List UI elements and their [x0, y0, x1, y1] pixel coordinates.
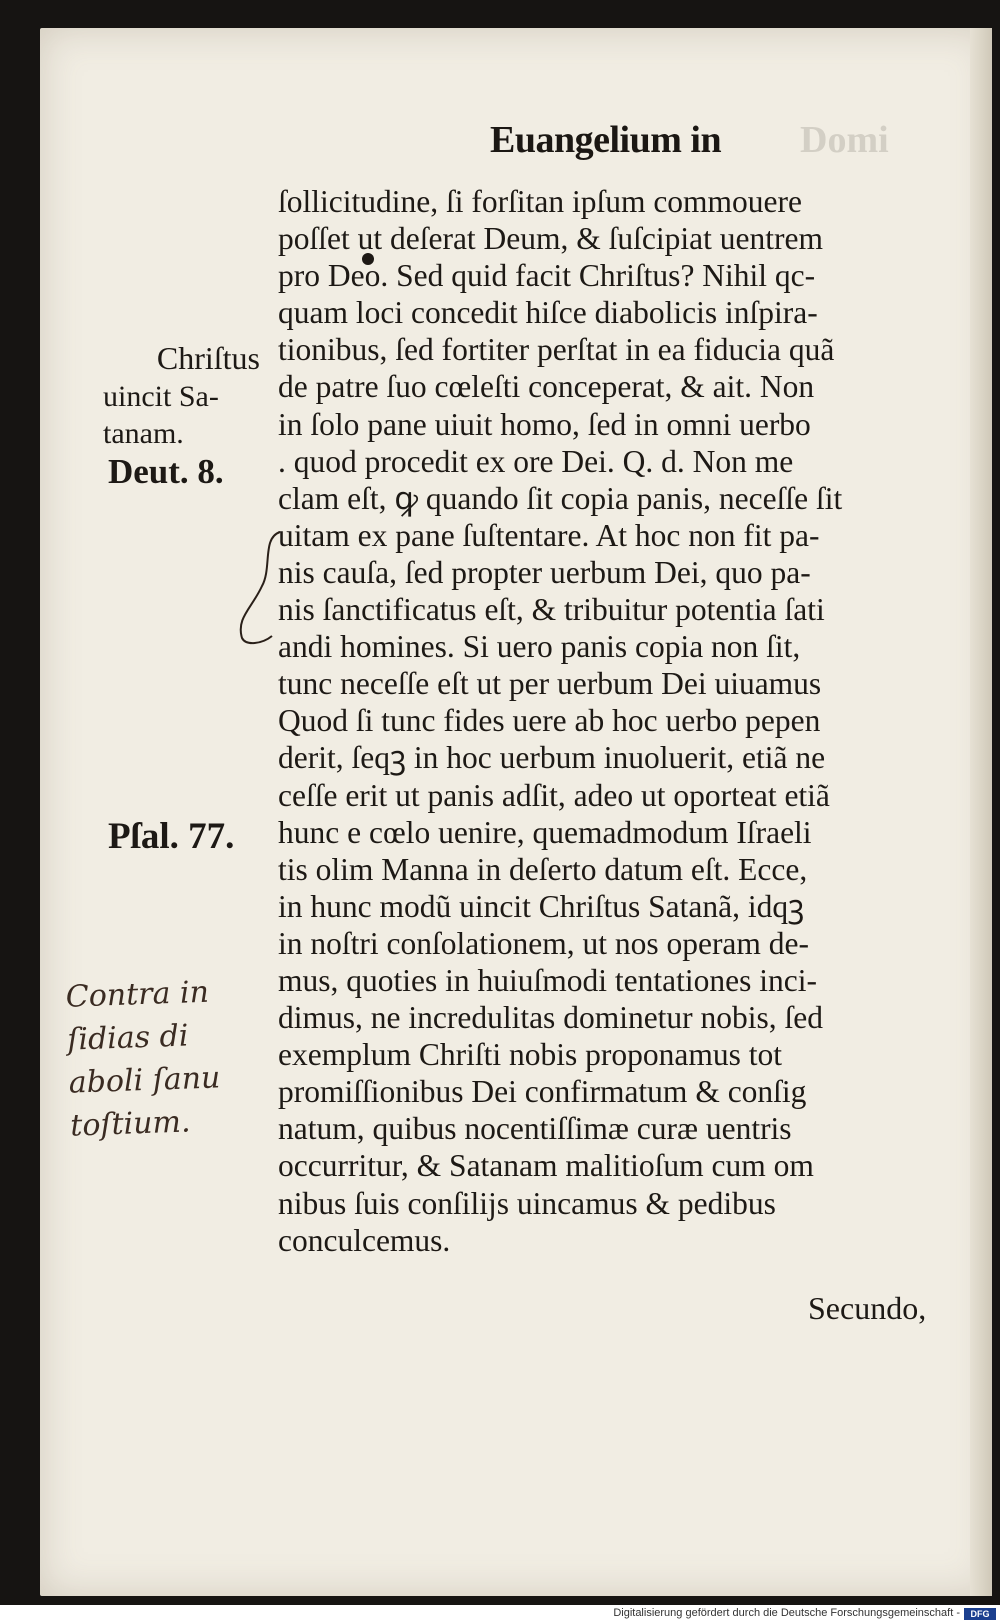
- text-line: occurritur, & Satanam malitioſum cum om: [278, 1148, 814, 1184]
- handwritten-line: toſtium.: [69, 1104, 192, 1144]
- text-line: exemplum Chriſti nobis proponamus tot: [278, 1037, 782, 1073]
- text-line: hunc e cœlo uenire, quemadmodum Iſraeli: [278, 814, 812, 850]
- handwritten-line: aboli ſanu: [68, 1060, 221, 1101]
- text-line: conculcemus.: [278, 1222, 451, 1258]
- catchword: Secundo,: [808, 1290, 927, 1326]
- text-line: ceſſe erit ut panis adſit, adeo ut oporteat etiã: [278, 777, 830, 813]
- footer-credit: Digitalisierung gefördert durch die Deutsche Forschungsgemeinschaft -: [613, 1607, 960, 1619]
- text-line: nis ſanctificatus eſt, & tribuitur potentia ſati: [278, 592, 825, 628]
- text-line: de patre ſuo cœleſti conceperat, & ait. Non: [278, 369, 815, 405]
- margin-note-psal: Pſal. 77.: [108, 816, 235, 857]
- text-line: natum, quibus nocentiſſimæ curæ uentris: [278, 1111, 792, 1147]
- text-line: in noſtri conſolationem, ut nos operam de-: [278, 925, 810, 961]
- margin-note-christus: Chriſtus: [156, 340, 260, 376]
- text-line: ſollicitudine, ſi forſitan ipſum commouere: [278, 184, 803, 219]
- text-line: in ſolo pane uiuit homo, ſed in omni uerbo: [278, 406, 811, 442]
- text-line: in hunc modũ uincit Chriſtus Satanã, idqꝫ: [278, 888, 805, 924]
- margin-note-christus: tanam.: [103, 417, 184, 450]
- text-line: mus, quoties in huiuſmodi tentationes inci-: [278, 962, 817, 998]
- text-line: nibus ſuis conſilijs uincamus & pedibus: [278, 1185, 776, 1221]
- running-head: Euangelium in: [490, 119, 722, 161]
- text-line: pro Deo. Sed quid facit Chriſtus? Nihil qc-: [278, 258, 816, 294]
- text-line: . quod procedit ex ore Dei. Q. d. Non me: [278, 443, 794, 479]
- show-through-text: Domi: [800, 119, 889, 161]
- text-line: tionibus, ſed fortiter perſtat in ea fiducia quã: [278, 332, 835, 368]
- handwritten-line: ſidias di: [66, 1018, 189, 1058]
- dfg-logo[interactable]: DFG: [964, 1608, 996, 1620]
- page-edge: [970, 28, 992, 1596]
- text-line: dimus, ne incredulitas dominetur nobis, ſed: [278, 1000, 824, 1036]
- footer-bar: [0, 1605, 1000, 1623]
- text-line: poſſet ut deſerat Deum, & ſuſcipiat uentrem: [278, 221, 823, 257]
- text-line: tis olim Manna in deſerto datum eſt. Ecce,: [278, 851, 808, 887]
- margin-note-christus: uincit Sa-: [103, 380, 219, 413]
- text-line: nis cauſa, ſed propter uerbum Dei, quo pa-: [278, 554, 811, 590]
- text-line: tunc neceſſe eſt ut per uerbum Dei uiuamus: [278, 666, 822, 702]
- text-line: andi homines. Si uero panis copia non ſit,: [278, 629, 801, 665]
- text-line: Quod ſi tunc fides uere ab hoc uerbo pepen: [278, 703, 821, 739]
- text-line: quam loci concedit hiſce diabolicis inſpira-: [278, 295, 818, 331]
- text-line: clam eſt, ꝙ quando ſit copia panis, neceſſe ſit: [278, 480, 843, 516]
- handwritten-line: Contra in: [65, 974, 210, 1015]
- text-line: promiſſionibus Dei confirmatum & conſig: [278, 1074, 807, 1110]
- text-line: derit, ſeqꝫ in hoc uerbum inuoluerit, etiã ne: [278, 740, 826, 776]
- handwritten-bracket: [232, 528, 292, 646]
- text-line: uitam ex pane ſuſtentare. At hoc non fit pa-: [278, 517, 820, 553]
- body-text: [278, 183, 958, 1259]
- margin-note-deut: Deut. 8.: [108, 452, 224, 491]
- handwritten-annotation: [65, 968, 281, 1147]
